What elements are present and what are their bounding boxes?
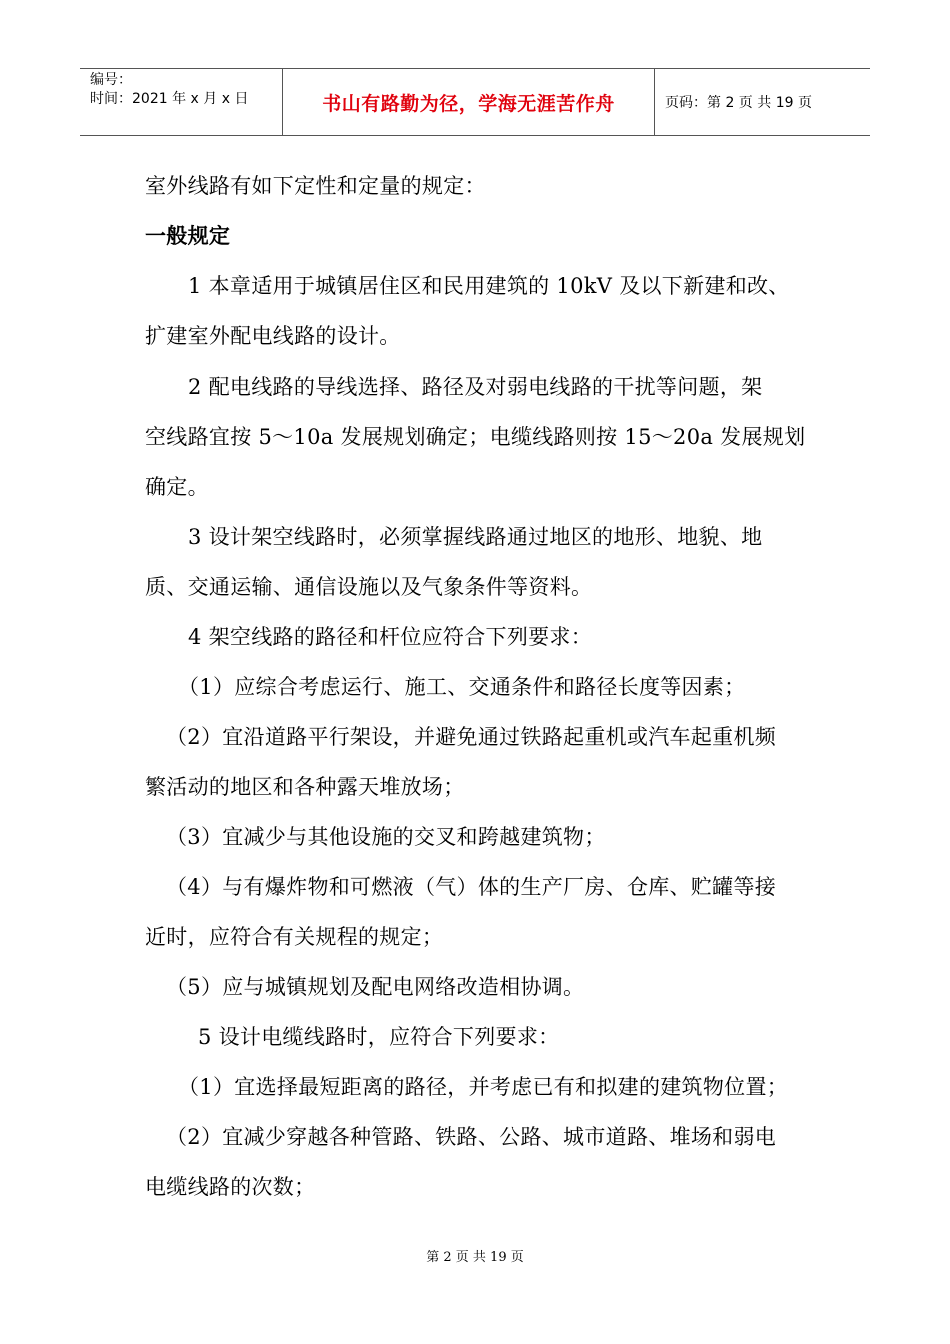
header-page-info: 页码：第 2 页 共 19 页	[665, 95, 812, 111]
header-motto: 书山有路勤为径，学海无涯苦作舟	[283, 69, 655, 135]
page-footer: 第 2 页 共 19 页	[426, 1250, 524, 1265]
body-line: （4）与有爆炸物和可燃液（气）体的生产厂房、仓库、贮罐等接	[166, 875, 777, 899]
body-line: 4 架空线路的路径和杆位应符合下列要求：	[188, 625, 593, 649]
body-line: 5 设计电缆线路时，应符合下列要求：	[198, 1025, 560, 1049]
body-line: 空线路宜按 5～10a 发展规划确定；电缆线路则按 15～20a 发展规划	[145, 425, 806, 449]
body-line: （5）应与城镇规划及配电网络改造相协调。	[166, 975, 585, 999]
body-line: （2）宜减少穿越各种管路、铁路、公路、城市道路、堆场和弱电	[166, 1125, 777, 1149]
body-line: 3 设计架空线路时，必须掌握线路通过地区的地形、地貌、地	[188, 525, 763, 549]
body-line: 确定。	[145, 475, 209, 499]
body-line: （3）宜减少与其他设施的交叉和跨越建筑物；	[166, 825, 606, 849]
body-line: 扩建室外配电线路的设计。	[145, 324, 401, 348]
intro-line: 室外线路有如下定性和定量的规定：	[145, 174, 486, 198]
body-line: （1）宜选择最短距离的路径，并考虑已有和拟建的建筑物位置；	[178, 1075, 789, 1099]
header-meta	[80, 69, 283, 135]
body-line: 近时，应符合有关规程的规定；	[145, 925, 444, 949]
body-line: 电缆线路的次数；	[145, 1175, 316, 1199]
body-line: 质、交通运输、通信设施以及气象条件等资料。	[145, 575, 593, 599]
page-header	[80, 68, 870, 136]
number-label: 编号：	[90, 72, 132, 88]
body-line: （2）宜沿道路平行架设，并避免通过铁路起重机或汽车起重机频	[166, 725, 777, 749]
section-heading: 一般规定	[145, 224, 231, 248]
body-line: （1）应综合考虑运行、施工、交通条件和路径长度等因素；	[178, 675, 746, 699]
body-line: 2 配电线路的导线选择、路径及对弱电线路的干扰等问题，架	[188, 375, 763, 399]
time-label: 时间：2021 年 x 月 x 日	[90, 91, 249, 107]
body-line: 繁活动的地区和各种露天堆放场；	[145, 775, 465, 799]
body-line: 1 本章适用于城镇居住区和民用建筑的 10kV 及以下新建和改、	[188, 274, 790, 298]
